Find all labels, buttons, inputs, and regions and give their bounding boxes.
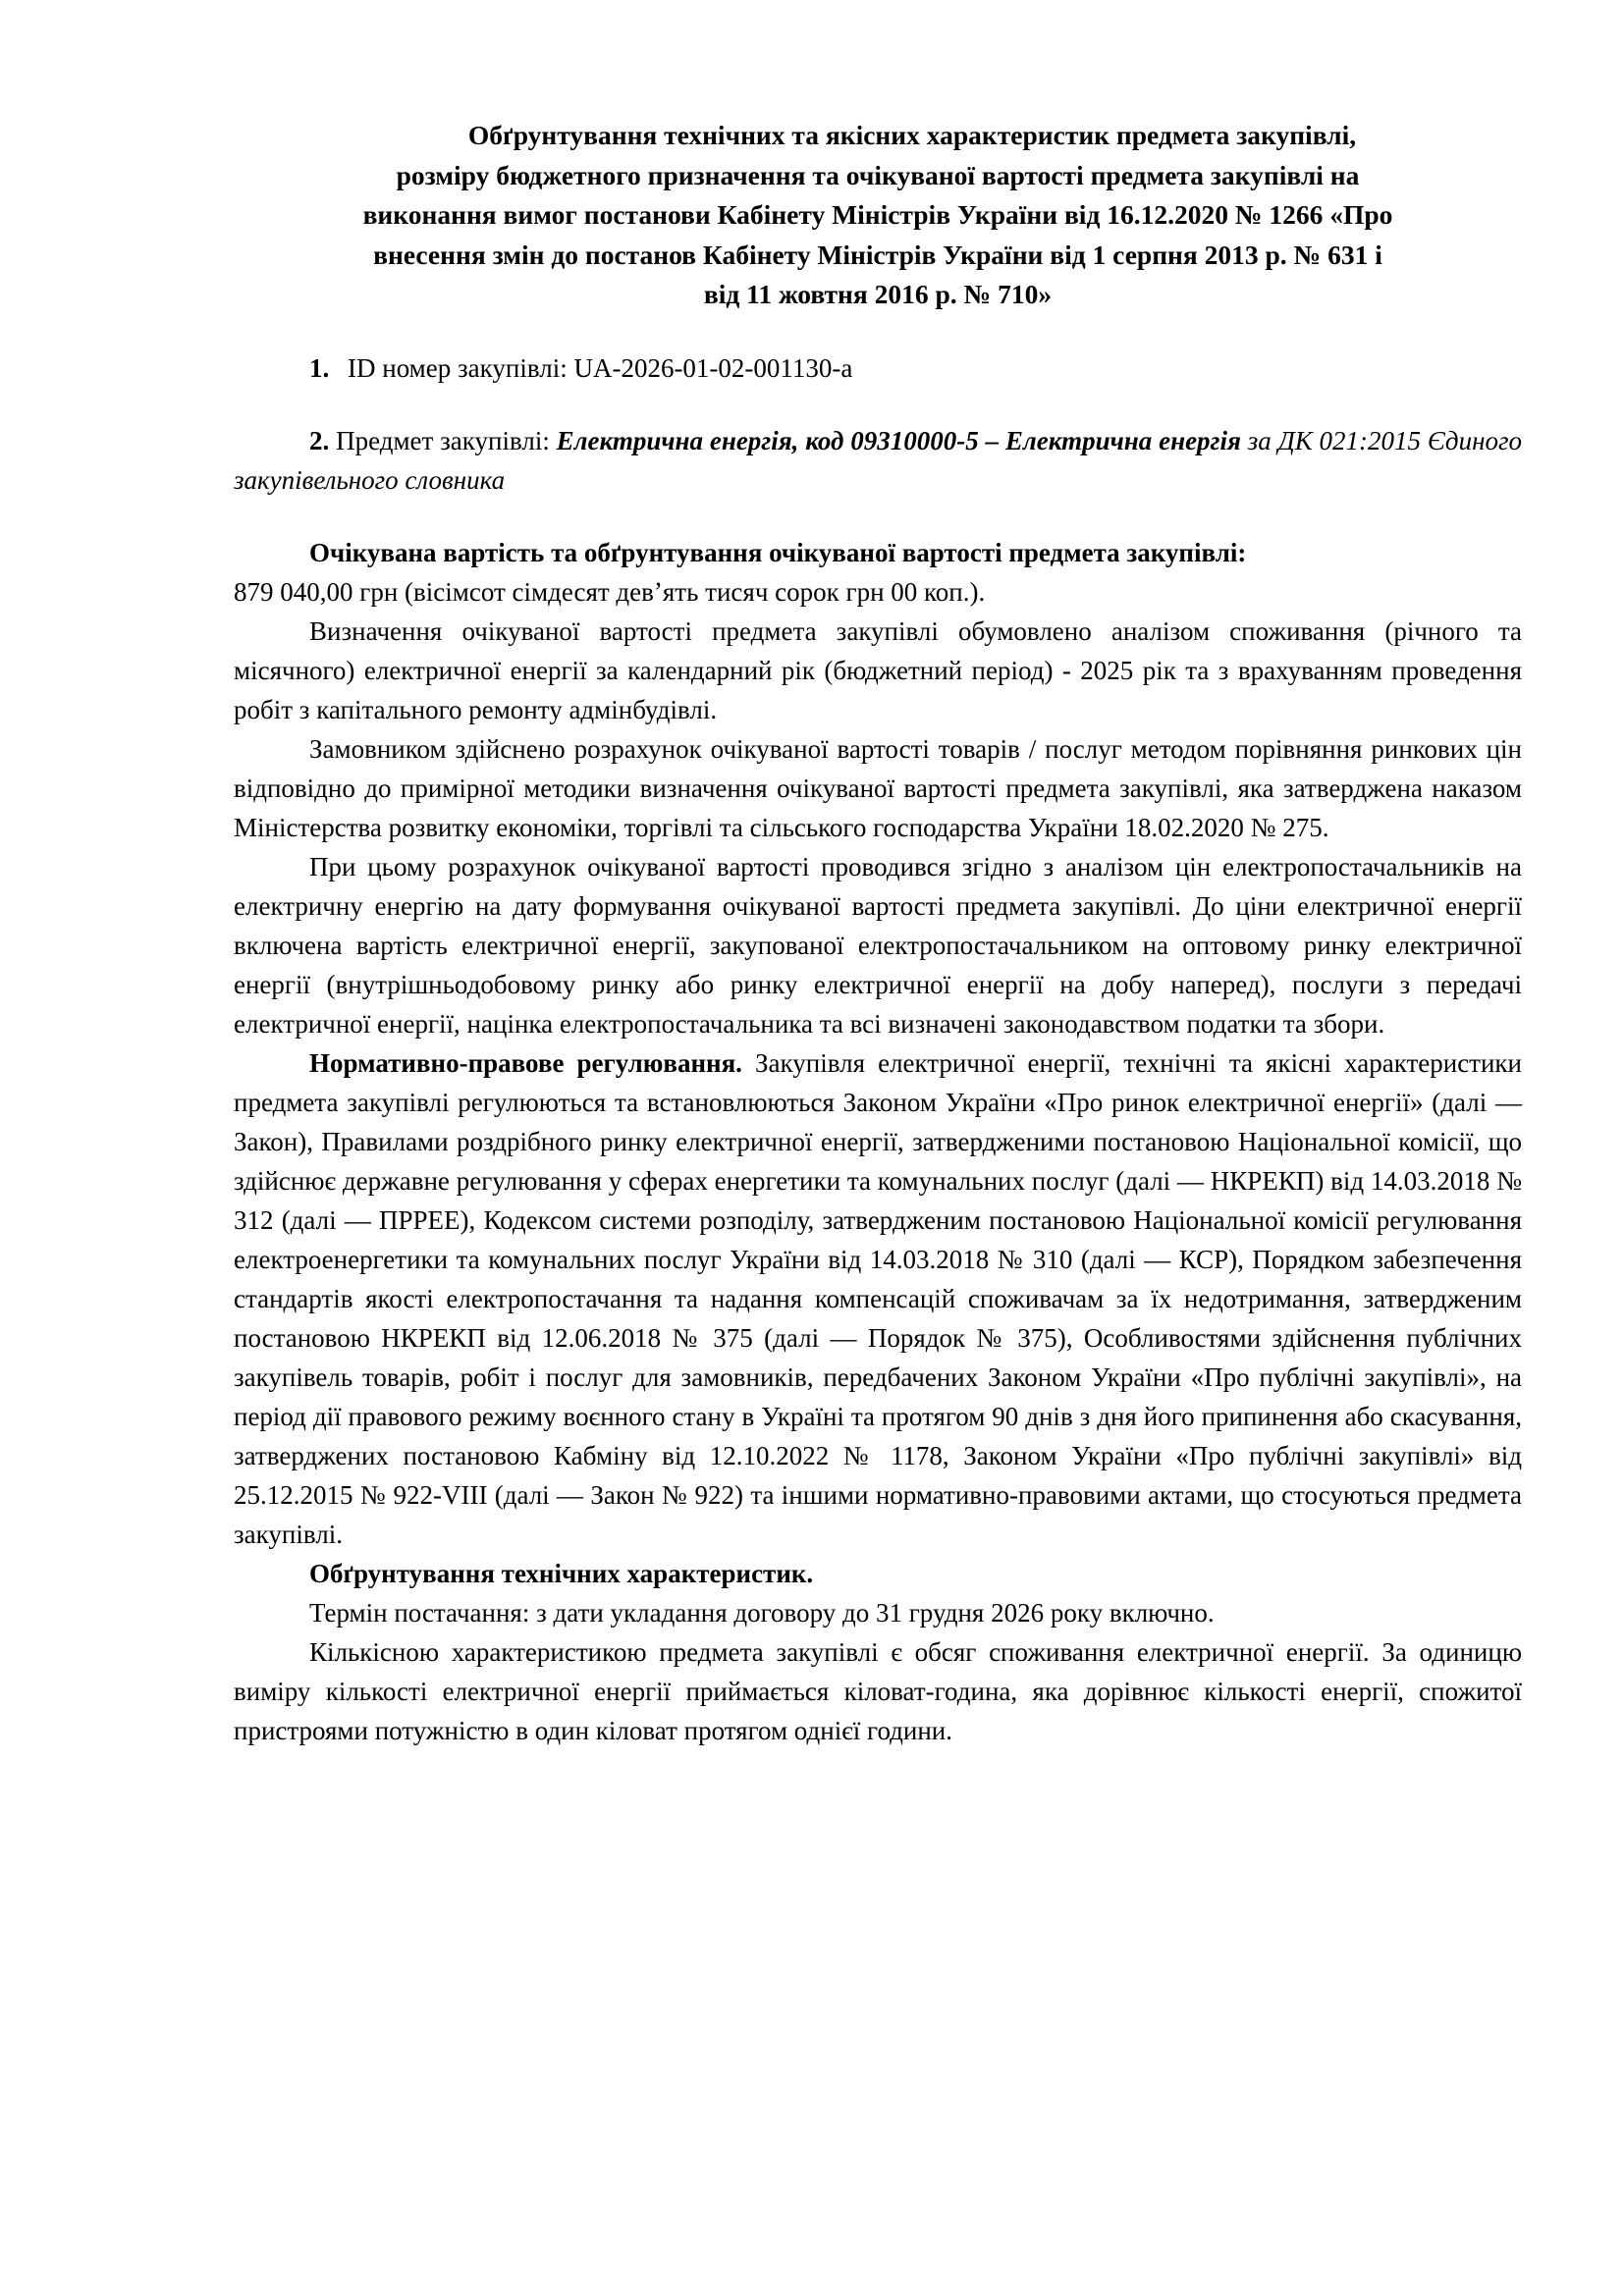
expected-cost-paragraph (234, 533, 1522, 572)
regulation-heading: Нормативно-правове регулювання. (309, 1047, 742, 1078)
delivery-term-paragraph: Термін постачання: з дати укладання договору до 31 грудня 2026 року включно. (309, 1597, 1215, 1628)
procurement-id-label: ID номер закупівлі: (348, 352, 568, 383)
document-title (234, 116, 1522, 315)
title-line: внесення змін до постанов Кабінету Міністрів України від 1 серпня 2013 р. № 631 і (373, 239, 1382, 270)
procurement-subject-label: Предмет закупівлі: (336, 425, 550, 455)
title-line: виконання вимог постанови Кабінету Міністрів України від 16.12.2020 № 1266 «Про (362, 199, 1393, 230)
procurement-subject-value: Електрична енергія, код 09310000-5 – Електрична енергія (556, 425, 1241, 455)
document-page (234, 116, 1522, 1750)
cost-method-paragraph: Замовником здійснено розрахунок очікуваної вартості товарів / послуг методом порівняння ринкових цін відповідно до примірної методики визначення очікуваної вартості предмета закупівлі, яка затверджена наказом Міністерства розвитку економіки, торгівлі та сільського господарства України 18.02.2020 № 275. (234, 733, 1522, 842)
title-line: Обґрунтування технічних та якісних характеристик предмета закупівлі, (467, 120, 1357, 150)
technical-heading-text: Обґрунтування технічних характеристик. (309, 1558, 814, 1588)
title-line: розміру бюджетного призначення та очікуваної вартості предмета закупівлі на (396, 159, 1360, 190)
technical-heading (234, 1554, 1522, 1593)
title-line: від 11 жовтня 2016 р. № 710» (703, 279, 1053, 309)
procurement-id-value: UA-2026-01-02-001130-a (573, 352, 853, 383)
regulation-paragraph (234, 1043, 1522, 1554)
expected-cost-heading: Очікувана вартість та обґрунтування очікуваної вартості предмета закупівлі: (309, 537, 1247, 567)
quantity-characteristic-paragraph: Кількісною характеристикою предмета закупівлі є обсяг споживання електричної енергії. За одиницю виміру кількості електричної енергії приймається кіловат-година, яка дорівнює кількості енергії, спожитої пристроями потужністю в один кіловат протягом однієї години. (234, 1636, 1522, 1745)
procurement-subject-suffix: за ДК 021:2015 Єдиного закупівельного словника (234, 425, 1523, 495)
item-number: 1. (309, 352, 330, 383)
cost-calculation-paragraph: При цьому розрахунок очікуваної вартості проводився згідно з аналізом цін електропостачальників на електричну енергію на дату формування очікуваної вартості предмета закупівлі. До ціни електричної енергії включена вартість електричної енергії, закупованої електропостачальником на оптовому ринку електричної енергії (внутрішньодобовому ринку або ринку електричної енергії на добу наперед), послуги з передачі електричної енергії, націнка електропостачальника та всі визначені законодавством податки та збори. (234, 851, 1522, 1039)
expected-cost-amount: 879 040,00 грн (вісімсот сімдесят девʼять тисяч сорок грн 00 коп.). (234, 576, 986, 607)
regulation-text: Закупівля електричної енергії, технічні та якісні характеристики предмета закупівлі регулюються та встановлюються Законом України «Про ринок електричної енергії» (далі — Закон), Правилами роздрібного ринку електричної енергії, затвердженими постановою Національної комісії, що здійснює державне регулювання у сферах енергетики та комунальних послуг (далі — НКРЕКП) від 14.03.2018 № 312 (далі — ПРРЕЕ), Кодексом системи розподілу, затвердженим постановою Національної комісії регулювання електроенергетики та комунальних послуг України від 14.03.2018 № 310 (далі — КСР), Порядком забезпечення стандартів якості електропостачання та надання компенсацій споживачам за їх недотримання, затвердженим постановою НКРЕКП від 12.06.2018 № 375 (далі — Порядок № 375), Особливостями здійснення публічних закупівель товарів, робіт і послуг для замовників, передбачених Законом України «Про публічні закупівлі», на період дії правового режиму воєнного стану в Україні та протягом 90 днів з дня його припинення або скасування, затверджених постановою Кабміну від 12.10.2022 № 1178, Законом України «Про публічні закупівлі» від 25.12.2015 № 922-VIII (далі — Закон № 922) та іншими нормативно-правовими актами, що стосуються предмета закупівлі. (234, 1047, 1522, 1549)
cost-basis-paragraph: Визначення очікуваної вартості предмета закупівлі обумовлено аналізом споживання (річного та місячного) електричної енергії за календарний рік (бюджетний період) - 2025 рік та з врахуванням проведення робіт з капітального ремонту адмінбудівлі. (234, 615, 1522, 724)
procurement-id-item (234, 348, 1522, 388)
item-number: 2. (309, 425, 330, 455)
procurement-subject-item (234, 421, 1522, 500)
